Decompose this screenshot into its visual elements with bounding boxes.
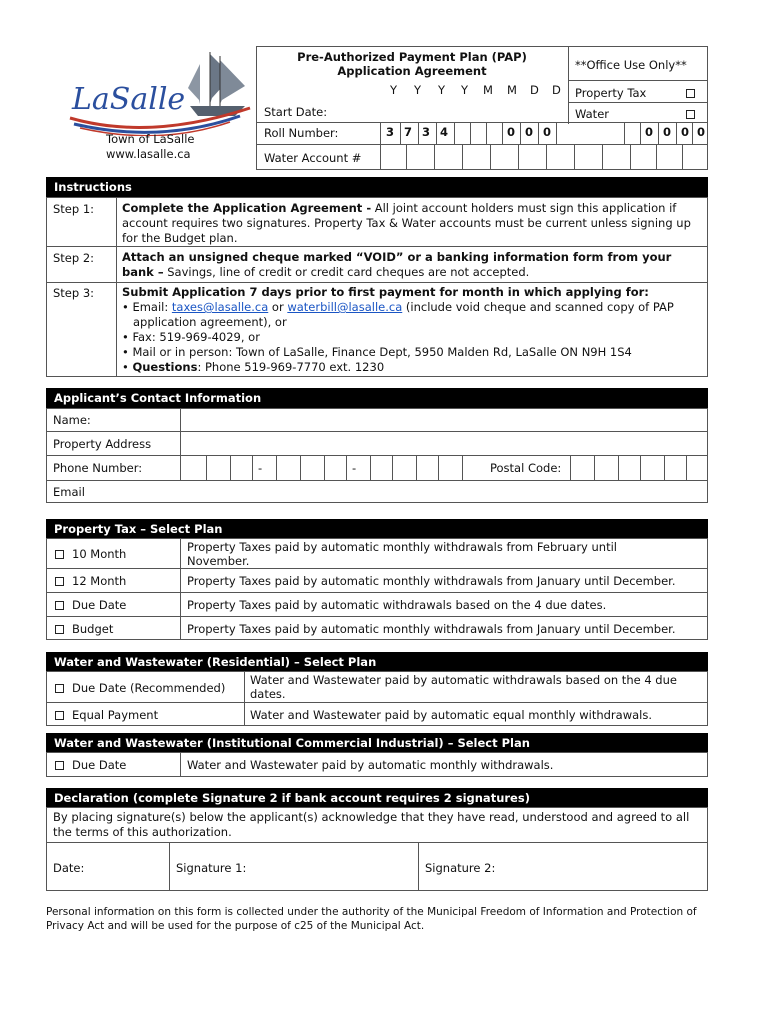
- postal-code-label: Postal Code:: [490, 461, 562, 475]
- office-water-checkbox[interactable]: [686, 110, 695, 119]
- step3-questions-item: • Questions: Phone 519-969-7770 ext. 1230: [122, 360, 385, 374]
- plan-12-month-option[interactable]: 12 Month: [55, 574, 126, 588]
- step3-label: Step 3:: [53, 286, 95, 300]
- privacy-notice: Personal information on this form is collected under the authority of the Municipal Freedom of Information and Protection of Privacy Act and will be used for the purpose of c25 of the Municipal Act.: [46, 906, 697, 932]
- checkbox-icon: [55, 684, 64, 693]
- step2-text: Attach an unsigned cheque marked “VOID” or a banking information form from your bank – Savings, line of credit or credit card cheques are not accepted.: [122, 250, 672, 279]
- signature-1-label: Signature 1:: [176, 861, 247, 875]
- water-due-date-option[interactable]: Due Date (Recommended): [55, 681, 225, 695]
- water-ici-due-date-option[interactable]: Due Date: [55, 758, 126, 772]
- water-residential-heading: Water and Wastewater (Residential) – Select Plan: [46, 652, 708, 672]
- start-date-input[interactable]: [380, 100, 568, 122]
- water-due-date-desc: Water and Wastewater paid by automatic withdrawals based on the 4 due dates.: [250, 673, 677, 701]
- checkbox-icon: [55, 711, 64, 720]
- step3-email-item: • Email: taxes@lasalle.ca or waterbill@lasalle.ca (include void cheque and scanned copy of PAP: [122, 300, 674, 314]
- step3-mail-item: • Mail or in person: Town of LaSalle, Finance Dept, 5950 Malden Rd, LaSalle ON N9H 1S4: [122, 345, 632, 359]
- declaration-date-input[interactable]: [90, 846, 166, 888]
- logo-wordmark: LaSalle: [72, 82, 186, 117]
- form-title-line2: Application Agreement: [337, 64, 487, 78]
- water-equal-payment-option[interactable]: Equal Payment: [55, 708, 158, 722]
- plan-10-month-desc: Property Taxes paid by automatic monthly withdrawals from February until November.: [187, 540, 617, 568]
- signature-2-label: Signature 2:: [425, 861, 496, 875]
- plan-budget-option[interactable]: Budget: [55, 622, 113, 636]
- postal-code-input[interactable]: [570, 455, 708, 480]
- town-name: Town of LaSalle: [106, 132, 195, 146]
- plan-budget-desc: Property Taxes paid by automatic monthly withdrawals from January until December.: [187, 622, 676, 636]
- step2-label: Step 2:: [53, 251, 95, 265]
- office-property-tax-checkbox[interactable]: [686, 89, 695, 98]
- step1-text: Complete the Application Agreement - All joint account holders must sign this application if account requires two signatures. Property Tax & Water accounts must be current unless signing up for the Budget plan.: [122, 201, 691, 245]
- contact-heading: Applicant’s Contact Information: [46, 388, 708, 408]
- email-taxes-link[interactable]: taxes@lasalle.ca: [171, 300, 269, 314]
- checkbox-icon: [55, 601, 64, 610]
- phone-label: Phone Number:: [53, 461, 143, 475]
- water-account-label: Water Account #: [264, 151, 362, 165]
- town-logo: [60, 46, 260, 136]
- water-equal-payment-desc: Water and Wastewater paid by automatic equal monthly withdrawals.: [250, 708, 653, 722]
- water-ici-heading: Water and Wastewater (Institutional Commercial Industrial) – Select Plan: [46, 733, 708, 753]
- town-website: www.lasalle.ca: [106, 147, 191, 161]
- checkbox-icon: [55, 761, 64, 770]
- office-property-tax: Property Tax: [575, 86, 647, 100]
- declaration-date-label: Date:: [53, 861, 85, 875]
- start-date-label: Start Date:: [264, 105, 328, 119]
- property-address-input[interactable]: [181, 432, 707, 455]
- checkbox-icon: [55, 550, 64, 559]
- property-tax-heading: Property Tax – Select Plan: [46, 519, 708, 539]
- office-use-label: **Office Use Only**: [575, 58, 687, 72]
- instructions-heading: Instructions: [46, 177, 708, 197]
- checkbox-icon: [55, 625, 64, 634]
- checkbox-icon: [55, 577, 64, 586]
- phone-dash-2: -: [352, 461, 357, 475]
- step3-fax-item: • Fax: 519-969-4029, or: [122, 330, 260, 344]
- step3-heading: Submit Application 7 days prior to first payment for month in which applying for:: [122, 285, 649, 299]
- name-input[interactable]: [181, 409, 707, 431]
- declaration-heading: Declaration (complete Signature 2 if bank account requires 2 signatures): [46, 788, 708, 808]
- step1-label: Step 1:: [53, 202, 95, 216]
- property-address-label: Property Address: [53, 437, 152, 451]
- roll-number-label: Roll Number:: [264, 126, 339, 140]
- office-water: Water: [575, 107, 609, 121]
- roll-number-input[interactable]: 3 7 3 4 0 0 0 0 0 0 0: [380, 122, 708, 144]
- signature-2-input[interactable]: [505, 846, 705, 888]
- phone-input[interactable]: [180, 455, 462, 480]
- phone-dash-1: -: [258, 461, 263, 475]
- plan-due-date-desc: Property Taxes paid by automatic withdrawals based on the 4 due dates.: [187, 598, 607, 612]
- plan-due-date-option[interactable]: Due Date: [55, 598, 126, 612]
- declaration-text: By placing signature(s) below the applicant(s) acknowledge that they have read, understood and agreed to all the terms of this authorization.: [53, 810, 690, 839]
- water-account-input[interactable]: [380, 144, 708, 170]
- plan-12-month-desc: Property Taxes paid by automatic monthly withdrawals from January until December.: [187, 574, 676, 588]
- email-label: Email: [53, 485, 85, 499]
- email-waterbill-link[interactable]: waterbill@lasalle.ca: [287, 300, 403, 314]
- plan-10-month-option[interactable]: 10 Month: [55, 547, 126, 561]
- water-ici-due-date-desc: Water and Wastewater paid by automatic monthly withdrawals.: [187, 758, 554, 772]
- form-title-line1: Pre-Authorized Payment Plan (PAP): [297, 50, 527, 64]
- email-input[interactable]: [120, 481, 706, 502]
- signature-1-input[interactable]: [256, 846, 414, 888]
- name-label: Name:: [53, 413, 91, 427]
- step3-email-cont: application agreement), or: [133, 315, 287, 329]
